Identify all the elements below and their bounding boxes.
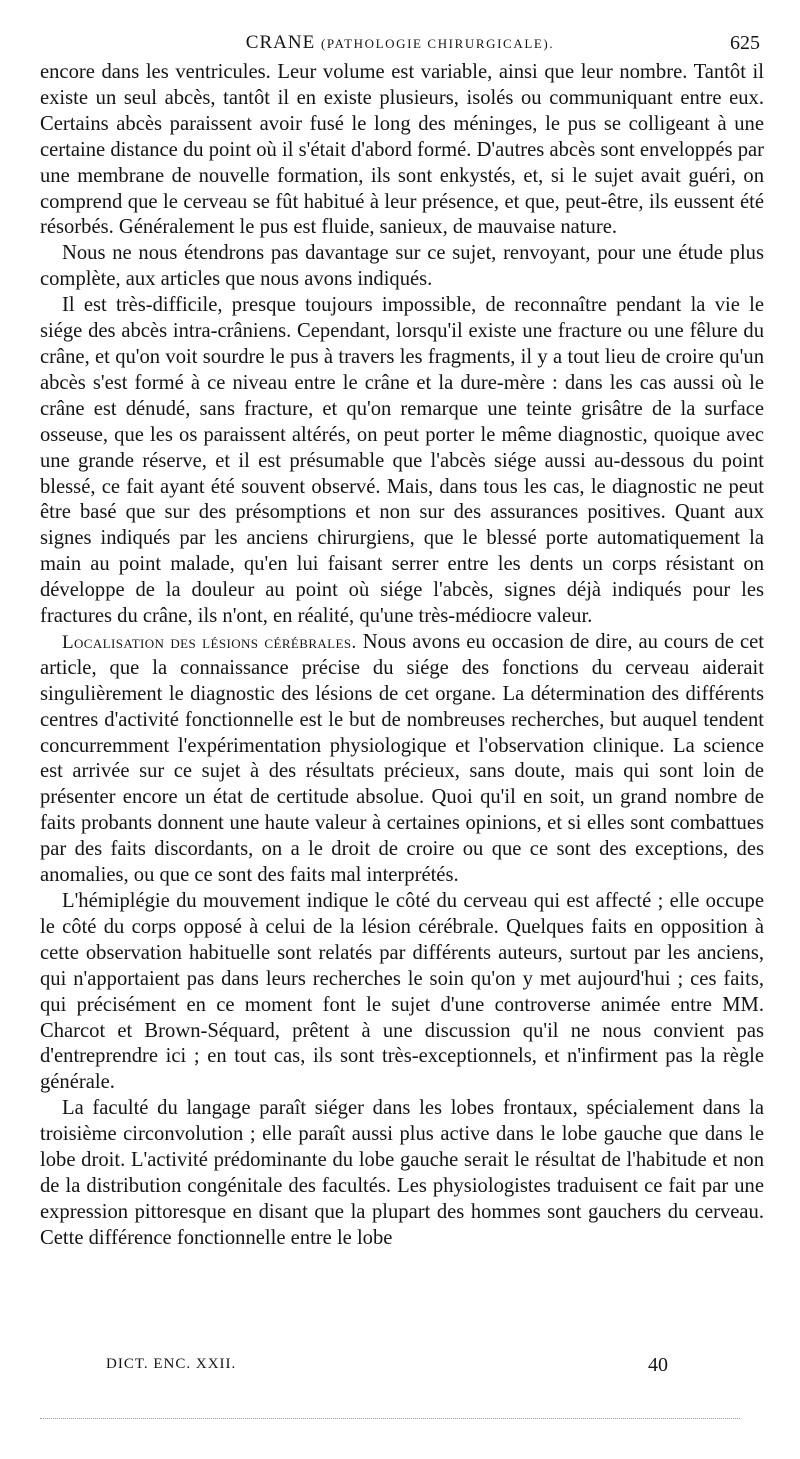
paragraph-2: Nous ne nous étendrons pas davantage sur ce sujet, renvoyant, pour une étude plus complète, aux articles que nous avons indiqués.: [40, 242, 764, 291]
bottom-rule: [40, 1418, 740, 1419]
section-heading: Localisation des lésions cérébrales.: [62, 631, 357, 653]
page-footer: [0, 1352, 800, 1382]
paragraph-4: [40, 630, 764, 889]
paragraph-1: encore dans les ventricules. Leur volume est variable, ainsi que leur nombre. Tantôt il existe un seul abcès, tantôt il en existe plusieurs, isolés ou communiquant entre eux. Certains abcès paraissent avoir fusé le long des méninges, le pus se colligeant à une certaine distance du point où il s'était d'abord formé. D'autres abcès sont enveloppés par une membrane de nouvelle formation, ils sont enkystés, et, si le sujet avait guéri, on comprend que le cerveau se fût habitué à leur présence, et que, peut-être, ils eussent été résorbés. Généralement le pus est fluide, sanieux, de mauvaise nature.: [40, 61, 764, 239]
body-text: [40, 60, 764, 1252]
running-subtitle: (PATHOLOGIE CHIRURGICALE).: [320, 36, 555, 51]
signature-number: 40: [648, 1354, 668, 1376]
paragraph-6: La faculté du langage paraît siéger dans les lobes frontaux, spécialement dans la troisième circonvolution ; elle paraît aussi plus active dans le lobe gauche que dans le lobe droit. L'activité prédominante du lobe gauche serait le résultat de l'habitude et non de la distribution congénitale des facultés. Les physiologistes traduisent ce fait par une expression pittoresque en disant que la plupart des hommes sont gauchers du cerveau. Cette différence fonctionnelle entre le lobe: [40, 1097, 764, 1249]
running-header: [0, 30, 800, 58]
paragraph-4-text: Nous avons eu occasion de dire, au cours de cet article, que la connaissance précise du siége des fonctions du cerveau aiderait singulièrement le diagnostic des lésions de cet organe. La détermination des différents centres d'activité fonctionnelle est le but de nombreuses recherches, but auquel tendent concurremment l'expérimentation physiologique et l'observation clinique. La science est arrivée sur ce sujet à des résultats précieux, sans doute, mais qui sont loin de présenter encore un état de certitude absolue. Quoi qu'il en soit, un grand nombre de faits probants donnent une haute valeur à certaines opinions, et si elles sont combattues par des faits discordants, on a le droit de croire ou que ce sont des exceptions, des anomalies, ou que ce sont des faits mal interprétés.: [40, 630, 764, 887]
printer-signature: DICT. ENC. XXII.: [106, 1356, 237, 1372]
paragraph-5: L'hémiplégie du mouvement indique le côté du cerveau qui est affecté ; elle occupe le côté du corps opposé à celui de la lésion cérébrale. Quelques faits en opposition à cette observation habituelle sont relatés par différents auteurs, surtout par les anciens, qui n'apportaient pas dans leurs recherches le soin qu'on y met aujourd'hui ; ces faits, qui précisément en ce moment font le sujet d'une controverse animée entre MM. Charcot et Brown-Séquard, prêtent à une discussion qu'il ne nous convient pas d'entreprendre ici ; en tout cas, ils sont très-exceptionnels, et n'infirment pas la règle générale.: [40, 890, 764, 1094]
page-number: 625: [730, 32, 760, 54]
paragraph-3: Il est très-difficile, presque toujours impossible, de reconnaître pendant la vie le siége des abcès intra-crâniens. Cependant, lorsqu'il existe une fracture ou une fêlure du crâne, et qu'on voit sourdre le pus à travers les fragments, il y a tout lieu de croire qu'un abcès s'est formé à ce niveau entre le crâne et la dure-mère : dans les cas aussi où le crâne est dénudé, sans fracture, et qu'on remarque une teinte grisâtre de la surface osseuse, que les os paraissent altérés, on peut porter le même diagnostic, quoique avec une grande réserve, et il est présumable que l'abcès siége aussi au-dessous du point blessé, ce fait ayant été souvent observé. Mais, dans tous les cas, le diagnostic ne peut être basé que sur des présomptions et non sur des assurances positives. Quant aux signes indiqués par les anciens chirurgiens, que le blessé porte automatiquement la main au point malade, qu'en lui faisant serrer entre les dents un corps résistant on développe de la douleur au point où siége l'abcès, signes déjà indiqués pour les fractures du crâne, ils n'ont, en réalité, qu'une très-médiocre valeur.: [40, 294, 764, 628]
running-title: CRANE: [245, 32, 316, 53]
running-title-line: [0, 32, 800, 54]
